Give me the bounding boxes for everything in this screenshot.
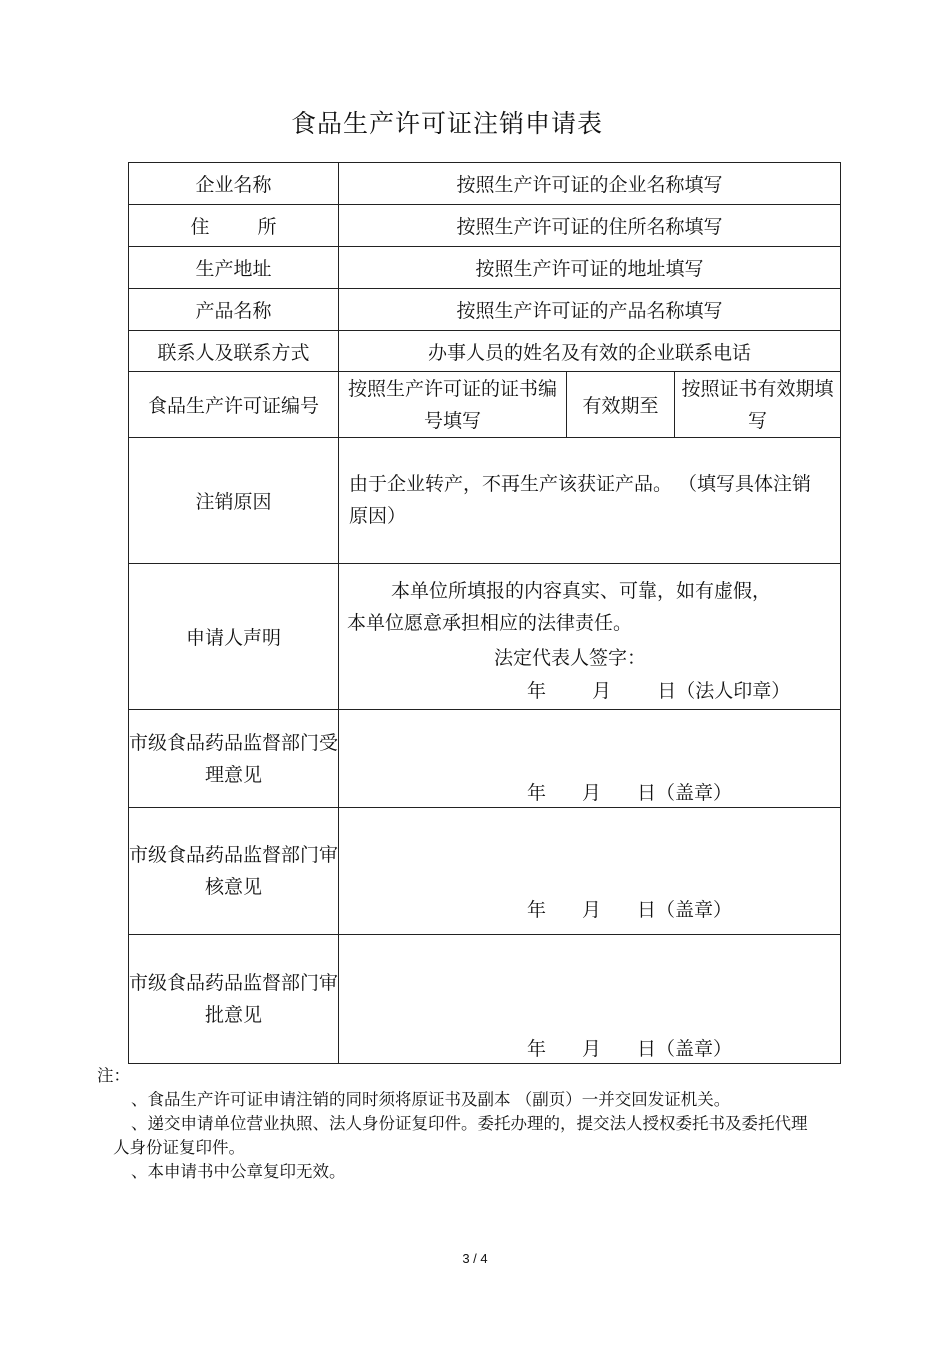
approve-date-line (527, 1034, 732, 1061)
review-year: 年 (527, 899, 547, 921)
declaration-label: 申请人声明 (129, 564, 339, 710)
note-item-3: 、本申请书中公章复印无效。 (131, 1162, 346, 1181)
validity-value: 按照证书有效期填写 (675, 372, 841, 438)
signature-label: 法定代表人签字： (494, 647, 647, 669)
note-item-2: 、递交申请单位营业执照、法人身份证复印件。委托办理的，提交法人授权委托书及委托代理 (131, 1114, 808, 1133)
review-cell (339, 808, 841, 935)
application-form-table (128, 162, 841, 1064)
product-value: 按照生产许可证的产品名称填写 (339, 289, 841, 331)
declaration-year: 年 (527, 680, 547, 702)
note-item-1: 、食品生产许可证申请注销的同时须将原证书及副本 （副页）一并交回发证机关。 (131, 1090, 731, 1109)
approve-month: 月 (582, 1038, 602, 1060)
reason-cell (339, 438, 841, 564)
validity-label: 有效期至 (567, 372, 675, 438)
declaration-day: 日（法人印章） (657, 680, 791, 702)
address-label (129, 205, 339, 247)
declaration-line-2: 本单位愿意承担相应的法律责任。 (347, 612, 633, 634)
note-item-2-continued: 人身份证复印件。 (113, 1138, 245, 1157)
form-title: 食品生产许可证注销申请表 (290, 109, 603, 138)
address-value: 按照生产许可证的住所名称填写 (339, 205, 841, 247)
declaration-cell (339, 564, 841, 710)
accept-month: 月 (582, 782, 602, 804)
row-approve-opinion (129, 935, 841, 1064)
company-label: 企业名称 (129, 163, 339, 205)
approve-label: 市级食品药品监督部门审批意见 (129, 935, 339, 1064)
approve-year: 年 (527, 1038, 547, 1060)
reason-label: 注销原因 (129, 438, 339, 564)
address-label-a: 住 (190, 216, 210, 238)
reason-value: 由于企业转产，不再生产该获证产品。 （填写具体注销原因） (349, 473, 812, 527)
production-address-label: 生产地址 (129, 247, 339, 289)
row-contact (129, 331, 841, 372)
company-value: 按照生产许可证的企业名称填写 (339, 163, 841, 205)
review-label: 市级食品药品监督部门审核意见 (129, 808, 339, 935)
page-number: 3 / 4 (462, 1251, 488, 1266)
row-production-address (129, 247, 841, 289)
review-date-line (527, 895, 732, 922)
row-reason (129, 438, 841, 564)
license-number-label: 食品生产许可证编号 (129, 372, 339, 438)
notes-section (97, 1064, 877, 1184)
address-label-b: 所 (257, 216, 277, 238)
row-review-opinion (129, 808, 841, 935)
accept-cell (339, 710, 841, 808)
row-address (129, 205, 841, 247)
row-declaration (129, 564, 841, 710)
approve-cell (339, 935, 841, 1064)
notes-heading: 注： (97, 1066, 130, 1085)
accept-day: 日（盖章） (637, 782, 733, 804)
contact-label: 联系人及联系方式 (129, 331, 339, 372)
contact-value: 办事人员的姓名及有效的企业联系电话 (339, 331, 841, 372)
accept-label: 市级食品药品监督部门受理意见 (129, 710, 339, 808)
declaration-line-1: 本单位所填报的内容真实、可靠，如有虚假， (391, 580, 772, 602)
declaration-date-line (527, 676, 790, 703)
row-product (129, 289, 841, 331)
product-label: 产品名称 (129, 289, 339, 331)
review-month: 月 (582, 899, 602, 921)
declaration-month: 月 (592, 680, 612, 702)
accept-year: 年 (527, 782, 547, 804)
row-license-number (129, 372, 841, 438)
license-number-value: 按照生产许可证的证书编号填写 (339, 372, 567, 438)
row-company (129, 163, 841, 205)
production-address-value: 按照生产许可证的地址填写 (339, 247, 841, 289)
review-day: 日（盖章） (637, 899, 733, 921)
approve-day: 日（盖章） (637, 1038, 733, 1060)
row-accept-opinion (129, 710, 841, 808)
accept-date-line (527, 778, 732, 805)
